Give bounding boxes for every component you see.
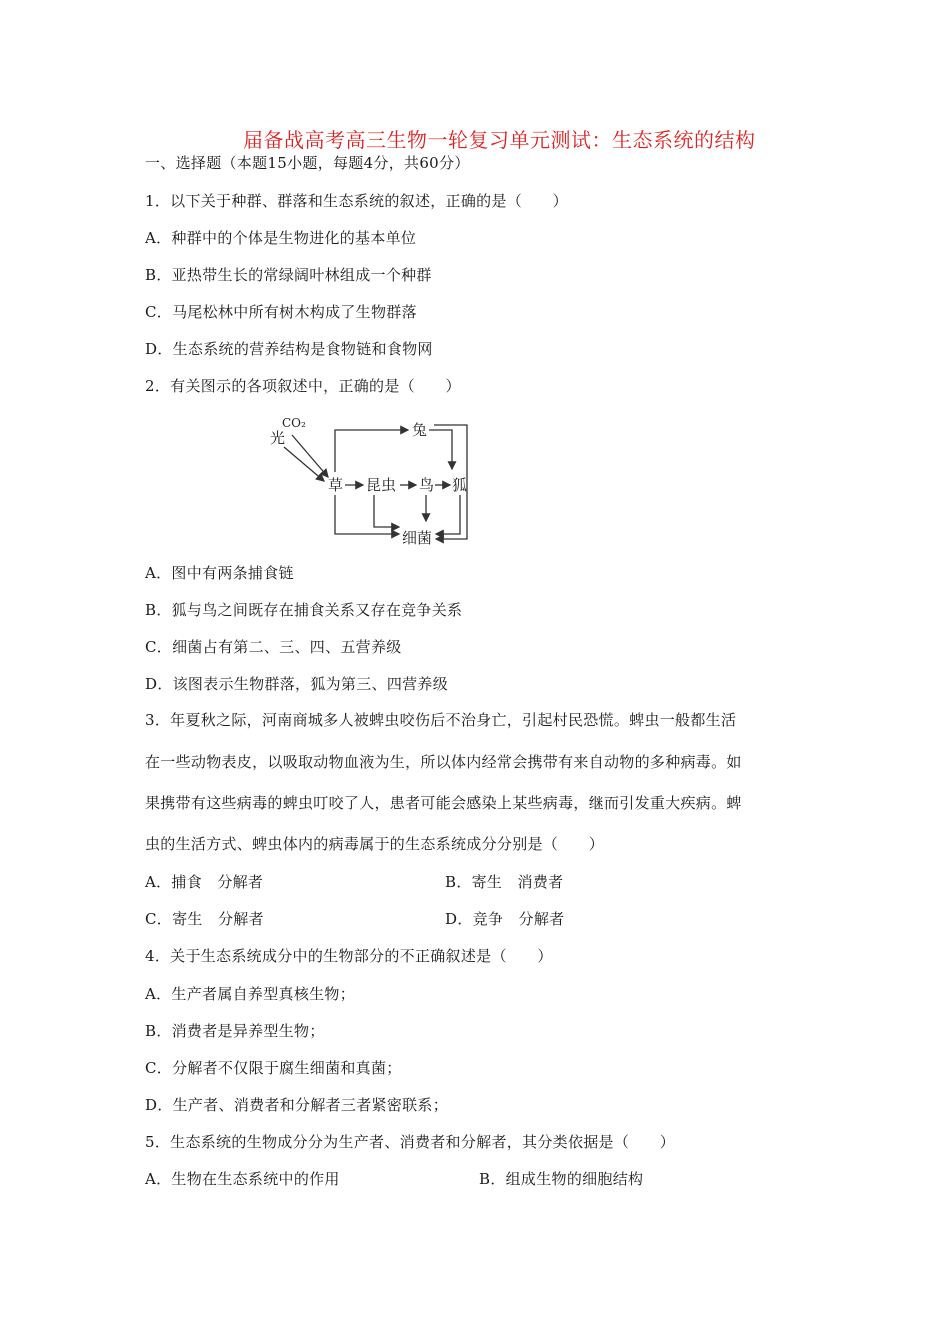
question-4-option-c: C．分解者不仅限于腐生细菌和真菌； <box>145 1059 402 1077</box>
question-5-stem: 5．生态系统的生物成分分为生产者、消费者和分解者，其分类依据是（ ） <box>145 1133 676 1151</box>
grass-label: 草 <box>328 476 344 494</box>
question-4-option-a: A．生产者属自养型真核生物； <box>145 985 356 1003</box>
question-2-option-c: C．细菌占有第二、三、四、五营养级 <box>145 638 402 656</box>
question-4-option-d: D．生产者、消费者和分解者三者紧密联系； <box>145 1096 449 1114</box>
question-1-option-d: D．生态系统的营养结构是食物链和食物网 <box>145 340 433 358</box>
section-heading: 一、选择题（本题15小题，每题4分，共60分） <box>145 154 470 172</box>
food-web-diagram <box>262 405 482 550</box>
document-title: 届备战高考高三生物一轮复习单元测试：生态系统的结构 <box>243 128 756 152</box>
question-5-option-b: B．组成生物的细胞结构 <box>479 1170 644 1188</box>
question-2-stem: 2．有关图示的各项叙述中，正确的是（ ） <box>145 377 461 395</box>
question-3-option-a: A．捕食 分解者 <box>145 873 264 891</box>
question-3-stem-line-4: 虫的生活方式、蜱虫体内的病毒属于的生态系统成分分别是（ ） <box>145 835 605 853</box>
question-3-option-c: C．寄生 分解者 <box>145 910 264 928</box>
insect-label: 昆虫 <box>366 476 397 494</box>
question-2-option-a: A．图中有两条捕食链 <box>145 564 294 582</box>
question-1-stem: 1．以下关于种群、群落和生态系统的叙述，正确的是（ ） <box>145 192 568 210</box>
rabbit-label: 兔 <box>412 421 428 439</box>
bacteria-label: 细菌 <box>402 529 433 547</box>
question-3-option-b: B．寄生 消费者 <box>445 873 564 891</box>
bird-label: 鸟 <box>419 476 435 494</box>
fox-label: 狐 <box>452 476 468 494</box>
question-3-stem-line-3: 果携带有这些病毒的蜱虫叮咬了人，患者可能会感染上某些病毒，继而引发重大疾病。蜱 <box>145 794 742 812</box>
question-3-stem-line-2: 在一些动物表皮，以吸取动物血液为生，所以体内经常会携带有来自动物的多种病毒。如 <box>145 753 742 771</box>
light-label: 光 <box>270 429 286 447</box>
question-4-option-b: B．消费者是异养型生物； <box>145 1022 325 1040</box>
question-1-option-a: A．种群中的个体是生物进化的基本单位 <box>145 229 417 247</box>
question-2-option-d: D．该图表示生物群落，狐为第三、四营养级 <box>145 675 449 693</box>
question-1-option-b: B．亚热带生长的常绿阔叶林组成一个种群 <box>145 266 432 284</box>
question-3-option-d: D．竞争 分解者 <box>445 910 565 928</box>
question-5-option-a: A．生物在生态系统中的作用 <box>145 1170 340 1188</box>
question-3-stem-line-1: 3．年夏秋之际，河南商城多人被蜱虫咬伤后不治身亡，引起村民恐慌。蜱虫一般都生活 <box>145 711 737 729</box>
question-1-option-c: C．马尾松林中所有树木构成了生物群落 <box>145 303 417 321</box>
question-4-stem: 4．关于生态系统成分中的生物部分的不正确叙述是（ ） <box>145 947 553 965</box>
co2-label: CO₂ <box>282 416 306 430</box>
question-2-option-b: B．狐与鸟之间既存在捕食关系又存在竞争关系 <box>145 601 463 619</box>
